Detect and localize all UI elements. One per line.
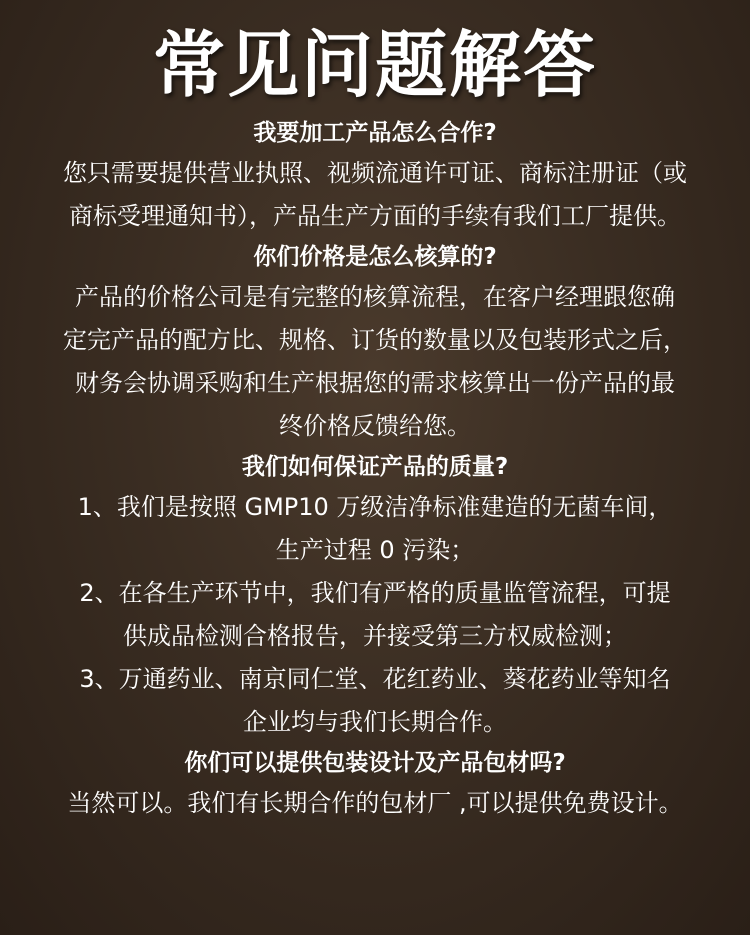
faq-list xyxy=(20,114,730,825)
faq-answer-2-line-3: 财务会协调采购和生产根据您的需求核算出一份产品的最 xyxy=(75,369,675,397)
faq-answer-1-line-1: 您只需要提供营业执照、视频流通许可证、商标注册证（或 xyxy=(63,159,687,187)
page-title: 常见问题解答 xyxy=(152,23,597,107)
faq-answer-2-line-1: 产品的价格公司是有完整的核算流程，在客户经理跟您确 xyxy=(75,283,675,311)
faq-answer-3-line-6: 企业均与我们长期合作。 xyxy=(243,708,507,736)
faq-question-1: 我要加工产品怎么合作? xyxy=(253,120,497,146)
faq-question-4: 你们可以提供包装设计及产品包材吗? xyxy=(184,750,566,776)
faq-question-3: 我们如何保证产品的质量? xyxy=(241,454,509,480)
faq-answer-3-line-3: 2、在各生产环节中，我们有严格的质量监管流程，可提 xyxy=(79,579,671,607)
faq-answer-3-line-1: 1、我们是按照 GMP10 万级洁净标准建造的无菌车间， xyxy=(77,493,673,521)
faq-answer-3-line-5: 3、万通药业、南京同仁堂、花红药业、葵花药业等知名 xyxy=(79,665,671,693)
faq-question-2: 你们价格是怎么核算的? xyxy=(253,244,497,270)
faq-answer-2-line-2: 定完产品的配方比、规格、订货的数量以及包装形式之后， xyxy=(63,326,687,354)
faq-answer-4-line-1: 当然可以。我们有长期合作的包材厂 ,可以提供免费设计。 xyxy=(67,789,683,817)
faq-answer-2-line-4: 终价格反馈给您。 xyxy=(279,412,471,440)
faq-answer-3-line-4: 供成品检测合格报告，并接受第三方权威检测； xyxy=(123,622,627,650)
faq-answer-3-line-2: 生产过程 0 污染； xyxy=(275,536,475,564)
faq-answer-1-line-2: 商标受理通知书），产品生产方面的手续有我们工厂提供。 xyxy=(69,202,681,230)
